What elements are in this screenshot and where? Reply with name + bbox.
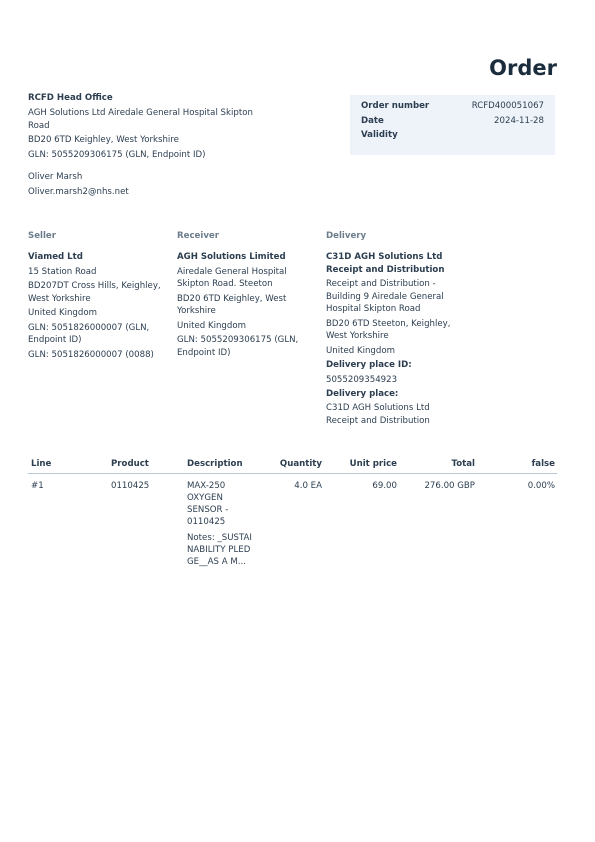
seller-line: 15 Station Road [28,266,97,277]
delivery-line: BD20 6TD Steeton, Keighley, West Yorkshire [326,318,451,342]
order-number-row [354,99,551,114]
delivery-name: C31D AGH Solutions Ltd Receipt and Distribution [326,252,445,275]
buyer-contact-email: Oliver.marsh2@nhs.net [28,186,129,197]
seller-name: Viamed Ltd [28,252,83,263]
order-number-label: Order number [361,101,430,112]
cell-product: 0110425 [111,481,150,491]
order-lines-table [28,457,557,568]
cell-description: MAX-250 OXYGEN SENSOR - 0110425 [187,481,229,528]
table-row [28,474,557,569]
buyer-address-line: BD20 6TD Keighley, West Yorkshire [28,135,179,146]
cell-line: #1 [31,481,44,491]
col-header-unit-price: Unit price [324,457,399,474]
cell-quantity: 4.0 EA [294,481,322,491]
cell-description-group [184,474,254,569]
delivery-place-label: Delivery place: [326,388,399,399]
table-header-row [28,457,557,474]
buyer-block [28,92,258,200]
validity-row [354,128,551,143]
delivery-line: Receipt and Distribution - Building 9 Airedale General Hospital Skipton Road [326,279,444,315]
delivery-block [326,230,464,429]
cell-unit-price: 69.00 [372,481,397,491]
cell-notes: Notes: _SUSTAINABILITY PLEDGE__AS A M... [187,533,252,568]
receiver-line: United Kingdom [177,320,246,331]
receiver-line: Airedale General Hospital Skipton Road. Steeton [177,266,287,290]
receiver-name: AGH Solutions Limited [177,252,286,263]
delivery-place: C31D AGH Solutions Ltd Receipt and Distribution [326,403,430,426]
seller-block [28,230,166,363]
delivery-line: United Kingdom [326,345,395,356]
receiver-heading: Receiver [177,231,219,241]
col-header-extra: false [477,457,557,474]
col-header-line: Line [28,457,108,474]
seller-line: United Kingdom [28,308,97,319]
col-header-total: Total [399,457,477,474]
seller-heading: Seller [28,231,56,241]
receiver-block [177,230,315,361]
seller-line: BD207DT Cross Hills, Keighley, West Yorkshire [28,281,161,304]
receiver-line: GLN: 5055209306175 (GLN, Endpoint ID) [177,335,299,358]
date-row [354,114,551,129]
delivery-place-id: 5055209354923 [326,374,398,385]
date-value: 2024-11-28 [494,115,544,126]
delivery-place-id-label: Delivery place ID: [326,360,412,371]
buyer-contact-name: Oliver Marsh [28,172,83,183]
seller-line: GLN: 5051826000007 (GLN, Endpoint ID) [28,322,150,346]
order-number-value: RCFD400051067 [471,101,544,112]
validity-label: Validity [361,130,398,141]
col-header-quantity: Quantity [254,457,324,474]
buyer-address-line: AGH Solutions Ltd Airedale General Hospital Skipton Road [28,108,253,131]
buyer-org-name: RCFD Head Office [28,93,113,103]
order-meta-box [350,95,555,155]
buyer-gln: GLN: 5055209306175 (GLN, Endpoint ID) [28,149,206,160]
delivery-heading: Delivery [326,231,367,241]
seller-line: GLN: 5051826000007 (0088) [28,349,154,360]
cell-total: 276.00 GBP [424,481,475,491]
col-header-description: Description [184,457,254,474]
document-title: Order [489,56,557,80]
date-label: Date [361,115,384,126]
receiver-line: BD20 6TD Keighley, West Yorkshire [177,293,287,317]
cell-extra: 0.00% [527,481,555,491]
col-header-product: Product [108,457,184,474]
